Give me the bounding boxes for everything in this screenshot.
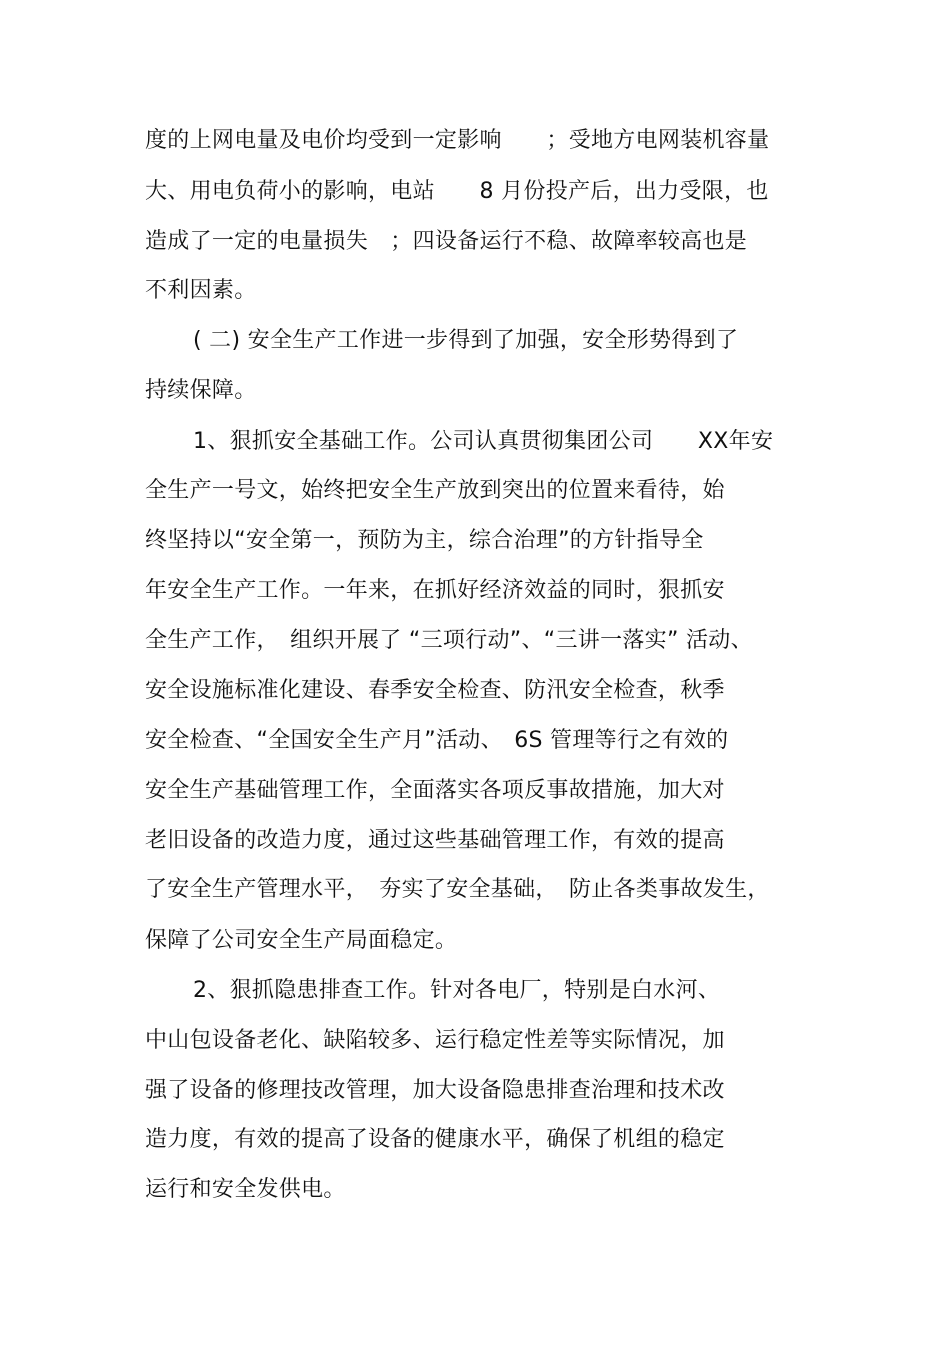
paragraph-line: 全生产工作， 组织开展了 “三项行动”、“三讲一落实” 活动、 (145, 628, 753, 653)
paragraph-line: 2、狠抓隐患排查工作。针对各电厂，特别是白水河、 (193, 978, 721, 1003)
paragraph-line: 了安全生产管理水平， 夯实了安全基础， 防止各类事故发生， (145, 877, 770, 902)
paragraph-line: 全生产一号文，始终把安全生产放到突出的位置来看待，始 (145, 478, 725, 503)
paragraph-line: 安全生产基础管理工作，全面落实各项反事故措施，加大对 (145, 778, 725, 803)
paragraph-line: 1、狠抓安全基础工作。公司认真贯彻集团公司 XX年安 (193, 429, 774, 454)
paragraph-line: 安全设施标准化建设、春季安全检查、防汛安全检查，秋季 (145, 678, 725, 703)
paragraph-line: 不利因素。 (145, 278, 257, 303)
paragraph-line: 终坚持以“安全第一，预防为主，综合治理”的方针指导全 (145, 528, 704, 553)
paragraph-line: 持续保障。 (145, 378, 257, 403)
paragraph-line: 老旧设备的改造力度，通过这些基础管理工作，有效的提高 (145, 828, 725, 853)
paragraph-line: 造力度，有效的提高了设备的健康水平，确保了机组的稳定 (145, 1127, 725, 1152)
paragraph-line: 造成了一定的电量损失 ；四设备运行不稳、故障率较高也是 (145, 229, 748, 254)
paragraph-line: 安全检查、“全国安全生产月”活动、 6S 管理等行之有效的 (145, 728, 729, 753)
paragraph-line: 中山包设备老化、缺陷较多、运行稳定性差等实际情况，加 (145, 1028, 725, 1053)
paragraph-line: 保障了公司安全生产局面稳定。 (145, 928, 458, 953)
paragraph-line: 运行和安全发供电。 (145, 1177, 346, 1202)
paragraph-line: 度的上网电量及电价均受到一定影响 ；受地方电网装机容量 (145, 128, 770, 153)
paragraph-line: 年安全生产工作。一年来，在抓好经济效益的同时，狠抓安 (145, 578, 725, 603)
paragraph-line: 大、用电负荷小的影响，电站 8 月份投产后，出力受限，也 (145, 179, 769, 204)
section-heading: ( 二) 安全生产工作进一步得到了加强，安全形势得到了 (193, 328, 739, 353)
paragraph-line: 强了设备的修理技改管理，加大设备隐患排查治理和技术改 (145, 1078, 725, 1103)
